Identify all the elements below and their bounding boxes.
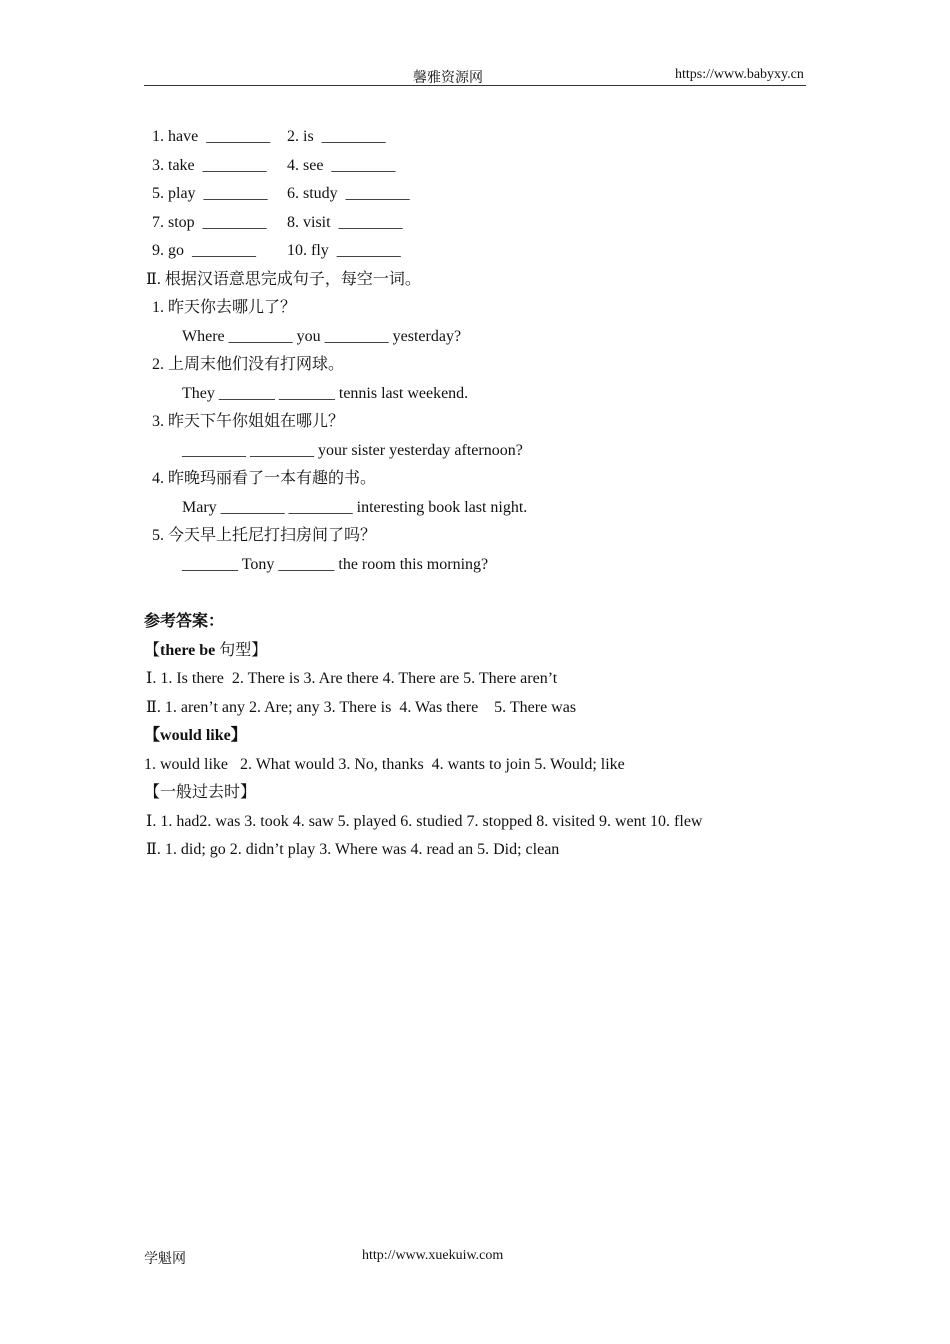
header-rule xyxy=(144,85,806,86)
heading-rest: 句型】 xyxy=(215,642,268,659)
heading-bracket: 【 xyxy=(144,642,161,659)
question-chinese: 5. 今天早上托尼打扫房间了吗？ xyxy=(152,527,377,544)
exercise-item: 7. stop ________ xyxy=(152,214,267,231)
exercise-item: 3. take ________ xyxy=(152,157,267,174)
question-chinese: 4. 昨晚玛丽看了一本有趣的书。 xyxy=(152,470,377,487)
would-like-heading xyxy=(144,726,247,746)
answer-line: Ⅱ. 1. did; go 2. didn’t play 3. Where was 4. read an 5. Did; clean xyxy=(146,841,560,858)
heading-bracket: 【 xyxy=(144,727,161,744)
question-chinese: 1. 昨天你去哪儿了？ xyxy=(152,299,297,316)
exercise-item: 5. play ________ xyxy=(152,185,268,202)
exercise-item: 4. see ________ xyxy=(287,157,396,174)
answer-line: 1. would like 2. What would 3. No, thanks 4. wants to join 5. Would; like xyxy=(144,756,625,773)
exercise-item: 9. go ________ xyxy=(152,242,256,259)
header-site-url[interactable]: https://www.babyxy.cn xyxy=(675,67,804,82)
question-chinese: 3. 昨天下午你姐姐在哪儿？ xyxy=(152,413,345,430)
question-english: Mary ________ ________ interesting book last night. xyxy=(182,499,528,516)
question-english: _______ Tony _______ the room this morning? xyxy=(182,556,489,573)
past-tense-heading: 【一般过去时】 xyxy=(144,784,257,801)
question-chinese: 2. 上周末他们没有打网球。 xyxy=(152,356,345,373)
question-english: ________ ________ your sister yesterday afternoon? xyxy=(182,442,523,459)
question-english: They _______ _______ tennis last weekend. xyxy=(182,385,469,402)
answers-heading: 参考答案： xyxy=(144,613,225,630)
answer-line: Ⅰ. 1. Is there 2. There is 3. Are there 4. There are 5. There aren’t xyxy=(146,670,558,687)
header-site-name: 馨雅资源网 xyxy=(413,71,483,86)
there-be-heading xyxy=(144,641,267,661)
exercise-item: 2. is ________ xyxy=(287,128,386,145)
answer-line: Ⅱ. 1. aren’t any 2. Are; any 3. There is 4. Was there 5. There was xyxy=(146,699,577,716)
footer-site-url[interactable]: http://www.xuekuiw.com xyxy=(362,1248,504,1263)
heading-bracket: 】 xyxy=(230,727,247,744)
heading-keyword: would like xyxy=(160,727,231,744)
answer-line: Ⅰ. 1. had2. was 3. took 4. saw 5. played 6. studied 7. stopped 8. visited 9. went 10. flew xyxy=(146,813,703,830)
footer-site-name: 学魁网 xyxy=(144,1252,186,1267)
exercise-item: 1. have ________ xyxy=(152,128,271,145)
exercise-item: 8. visit ________ xyxy=(287,214,403,231)
heading-keyword: there be xyxy=(160,642,216,659)
question-english: Where ________ you ________ yesterday? xyxy=(182,328,462,345)
exercise-item: 6. study ________ xyxy=(287,185,410,202)
exercise-item: 10. fly ________ xyxy=(287,242,401,259)
section-2-title: Ⅱ. 根据汉语意思完成句子，每空一词。 xyxy=(146,271,421,288)
